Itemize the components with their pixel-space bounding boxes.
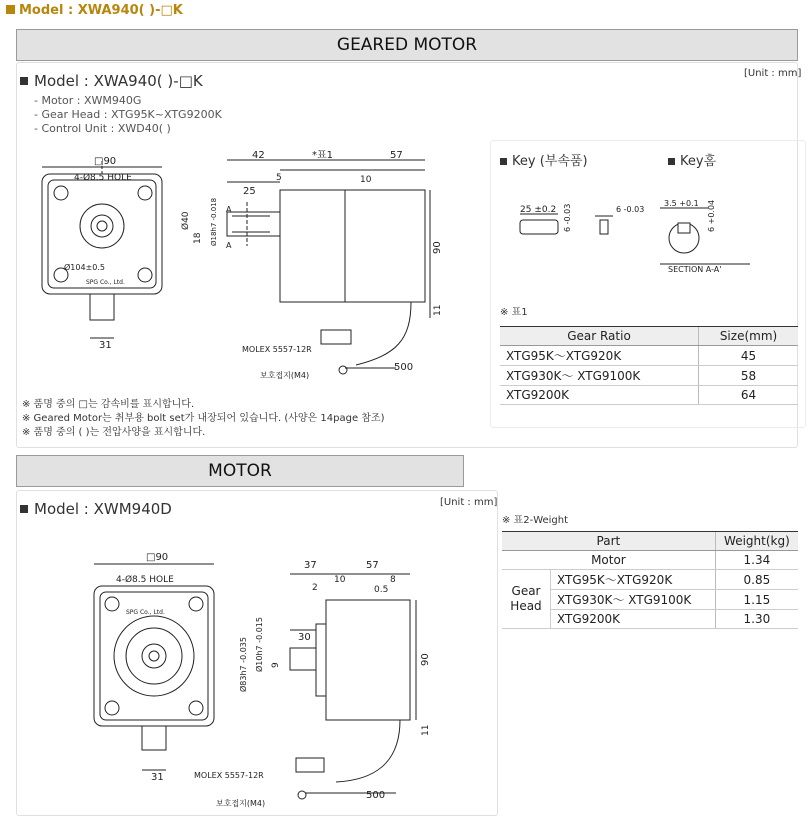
geared-model-title: Model : XWA940( )-□K — [20, 72, 203, 90]
bullet-square-icon — [20, 505, 28, 513]
ground-label: 보호접지(M4) — [260, 371, 310, 380]
dim-500: 500 — [394, 362, 414, 373]
dim-shaft: Ø18h7 -0.018 — [210, 197, 218, 246]
spec-motor: - Motor : XWM940G — [34, 94, 142, 107]
table1-label: ※ 표1 — [500, 307, 528, 318]
keyway-depth: 3.5 +0.1 — [664, 199, 699, 208]
geared-spec-list — [34, 94, 222, 136]
page-title: Model : XWA940( )-□K — [6, 3, 183, 18]
table2-label: ※ 표2-Weight — [502, 515, 569, 526]
bullet-square-icon — [500, 158, 507, 165]
motor-dim-90: 90 — [420, 653, 431, 666]
table1-cell: XTG9200K — [500, 386, 699, 405]
maker-label: SPG Co., Ltd. — [86, 279, 125, 286]
note-1: ※ 품명 중의 □는 감속비를 표시합니다. — [22, 399, 195, 410]
table2-cell-gear-head: Gear Head — [502, 570, 551, 629]
dim-square: □90 — [94, 156, 117, 167]
table2-header-weight: Weight(kg) — [715, 532, 798, 551]
table-row — [500, 346, 798, 366]
key-width: 6 -0.03 — [563, 203, 572, 232]
motor-dim-8: 8 — [390, 575, 396, 585]
table2-cell-motor: Motor — [502, 551, 715, 570]
dim-d40: Ø40 — [181, 211, 191, 230]
table2-cell: 1.34 — [715, 551, 798, 570]
table2-header-part: Part — [502, 532, 715, 551]
table1-cell: XTG930K～ XTG9100K — [500, 366, 699, 386]
spec-gear-head: - Gear Head : XTG95K~XTG9200K — [34, 108, 222, 121]
dim-90: 90 — [432, 241, 443, 254]
bullet-square-icon — [668, 158, 675, 165]
table-row — [500, 366, 798, 386]
motor-dim-30: 30 — [298, 632, 311, 643]
dim-hole: 4-Ø8.5 HOLE — [74, 173, 132, 183]
motor-drawing — [16, 552, 486, 814]
table1-cell: XTG95K～XTG920K — [500, 346, 699, 366]
motor-dim-square: □90 — [146, 552, 169, 563]
motor-model-title: Model : XWM940D — [20, 500, 172, 518]
table2-cell: 1.30 — [715, 610, 798, 629]
dim-42: 42 — [252, 150, 265, 161]
motor-dim-11: 11 — [421, 724, 431, 736]
table2-cell: XTG9200K — [551, 610, 716, 629]
motor-dim-2: 2 — [312, 583, 318, 593]
section-mark-a2: A — [226, 241, 232, 250]
section-mark-a: A — [226, 205, 232, 214]
table2-cell: 0.85 — [715, 570, 798, 590]
keyway-title: Key홈 — [668, 150, 716, 169]
spec-control-unit: - Control Unit : XWD40( ) — [34, 122, 171, 135]
section-label: SECTION A-A' — [668, 265, 722, 274]
motor-banner: MOTOR — [16, 455, 464, 487]
geared-unit-label: [Unit : mm] — [744, 68, 802, 79]
molex-label: MOLEX 5557-12R — [242, 345, 312, 354]
key-length: 25 ±0.2 — [520, 205, 557, 215]
note-3: ※ 품명 중의 ( )는 전압사양을 표시합니다. — [22, 427, 206, 438]
dim-11: 11 — [433, 304, 443, 316]
table1-cell: 45 — [699, 346, 799, 366]
motor-dim-pilot: Ø83h7 -0.035 — [239, 637, 248, 692]
motor-dim-500: 500 — [366, 790, 386, 801]
table1-header-ratio: Gear Ratio — [500, 327, 699, 346]
table2-cell: XTG930K～ XTG9100K — [551, 590, 716, 610]
table2-cell: XTG95K～XTG920K — [551, 570, 716, 590]
gear-ratio-table — [500, 326, 798, 405]
motor-dim-hole: 4-Ø8.5 HOLE — [116, 575, 174, 585]
motor-dim-31: 31 — [151, 772, 164, 783]
key-title: Key (부속품) — [500, 150, 588, 169]
geared-motor-drawing — [16, 150, 486, 390]
note-2: ※ Geared Motor는 취부용 bolt set가 내장되어 있습니다. (사양은 14page 참조) — [22, 413, 385, 424]
table-row — [502, 570, 798, 590]
dim-18: 18 — [193, 232, 203, 244]
dim-star: *표1 — [312, 150, 334, 161]
dim-5: 5 — [276, 173, 282, 183]
weight-table — [502, 531, 798, 629]
motor-unit-label: [Unit : mm] — [440, 497, 498, 508]
motor-dim-05: 0.5 — [374, 585, 389, 595]
geared-notes — [22, 398, 385, 440]
table1-cell: 58 — [699, 366, 799, 386]
dim-31: 31 — [99, 340, 112, 351]
motor-dim-37: 37 — [304, 560, 317, 571]
dim-pcd: Ø104±0.5 — [64, 263, 105, 272]
key-height: 6 -0.03 — [616, 205, 645, 214]
keyway-width: 6 +0.04 — [707, 199, 716, 232]
table1-header-size: Size(mm) — [699, 327, 799, 346]
table-row — [502, 551, 798, 570]
key-drawing — [500, 188, 800, 288]
table1-cell: 64 — [699, 386, 799, 405]
table2-cell: 1.15 — [715, 590, 798, 610]
motor-molex-label: MOLEX 5557-12R — [194, 771, 264, 780]
dim-57: 57 — [390, 150, 403, 161]
motor-dim-10: 10 — [334, 575, 346, 585]
dim-25: 25 — [243, 186, 256, 197]
motor-dim-57: 57 — [366, 560, 379, 571]
geared-motor-banner: GEARED MOTOR — [16, 29, 798, 61]
bullet-square-icon — [6, 5, 15, 14]
dim-10: 10 — [360, 175, 372, 185]
motor-dim-9: 9 — [271, 662, 281, 668]
table-row — [500, 386, 798, 405]
motor-maker-label: SPG Co., Ltd. — [126, 609, 165, 616]
bullet-square-icon — [20, 77, 28, 85]
motor-dim-shaft: Ø10h7 -0.015 — [255, 617, 264, 672]
motor-ground-label: 보호접지(M4) — [216, 799, 266, 808]
